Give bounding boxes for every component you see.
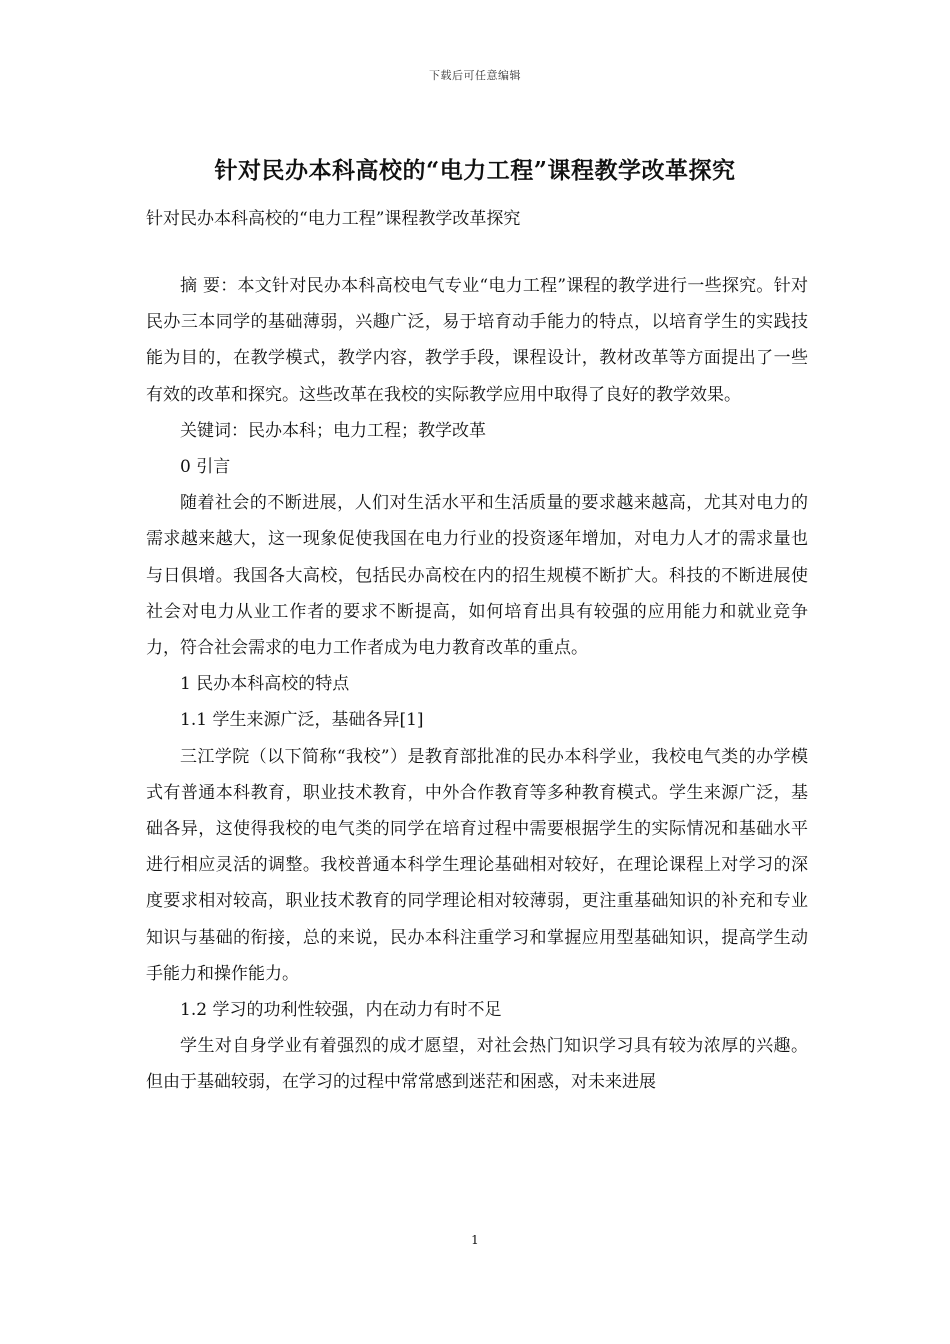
subsection-heading-1-2: 1.2 学习的功利性较强，内在动力有时不足 (180, 1000, 502, 1021)
document-subtitle: 针对民办本科高校的“电力工程”课程教学改革探究 (146, 209, 521, 229)
subsection-heading-1-1: 1.1 学生来源广泛，基础各异[1] (180, 710, 424, 731)
page-number: 1 (471, 1233, 479, 1247)
abstract-paragraph: 摘 要：本文针对民办本科高校电气专业“电力工程”课程的教学进行一些探究。针对民办三本同学的基础薄弱，兴趣广泛，易于培育动手能力的特点，以培育学生的实践技能为目的，在教学模式，教学内容，教学手段，课程设计，教材改革等方面提出了一些有效的改革和探究。这些改革在我校的实际教学应用中取得了良好的教学效果。 (146, 276, 808, 405)
keywords-paragraph: 关键词：民办本科；电力工程；教学改革 (180, 420, 486, 441)
document-title: 针对民办本科高校的“电力工程”课程教学改革探究 (214, 157, 736, 184)
document-body (146, 268, 808, 1101)
body-paragraph: 学生对自身学业有着强烈的成才愿望，对社会热门知识学习具有较为浓厚的兴趣。但由于基础较弱，在学习的过程中常常感到迷茫和困惑，对未来进展 (146, 1036, 808, 1093)
body-paragraph: 三江学院（以下简称“我校”）是教育部批准的民办本科学业，我校电气类的办学模式有普通本科教育，职业技术教育，中外合作教育等多种教育模式。学生来源广泛，基础各异，这使得我校的电气类的同学在培育过程中需要根据学生的实际情况和基础水平进行相应灵活的调整。我校普通本科学生理论基础相对较好，在理论课程上对学习的深度要求相对较高，职业技术教育的同学理论相对较薄弱，更注重基础知识的补充和专业知识与基础的衔接，总的来说，民办本科注重学习和掌握应用型基础知识，提高学生动手能力和操作能力。 (146, 746, 808, 984)
header-note: 下载后可任意编辑 (429, 69, 521, 82)
section-heading-characteristics: 1 民办本科高校的特点 (180, 674, 350, 695)
section-heading-introduction: 0 引言 (180, 457, 231, 478)
introduction-paragraph: 随着社会的不断进展，人们对生活水平和生活质量的要求越来越高，尤其对电力的需求越来越大，这一现象促使我国在电力行业的投资逐年增加，对电力人才的需求量也与日俱增。我国各大高校，包括民办高校在内的招生规模不断扩大。科技的不断进展使社会对电力从业工作者的要求不断提高，如何培育出具有较强的应用能力和就业竞争力，符合社会需求的电力工作者成为电力教育改革的重点。 (146, 493, 808, 659)
